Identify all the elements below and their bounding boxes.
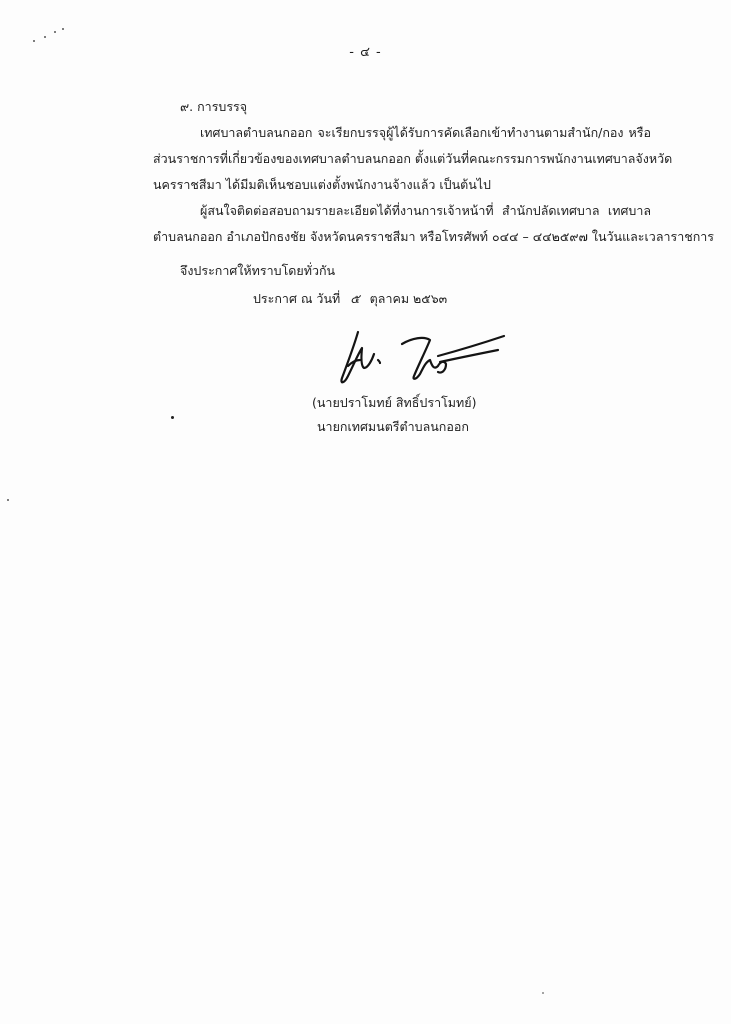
scan-speck	[54, 31, 56, 33]
scan-speck	[62, 28, 64, 30]
scan-speck	[171, 416, 174, 419]
signer-name: (นายปราโมทย์ สิทธิ์ปราโมทย์)	[312, 395, 477, 410]
paragraph1-line1: เทศบาลตำบลนกออก จะเรียกบรรจุผู้ได้รับการคัดเลือกเข้าทำงานตามสำนัก/กอง หรือ	[200, 125, 651, 140]
section-heading: ๙. การบรรจุ	[180, 99, 248, 114]
scan-speck	[7, 499, 9, 501]
date-month-year: ตุลาคม ๒๕๖๓	[369, 291, 448, 306]
paragraph2-line2: ตำบลนกออก อำเภอปักธงชัย จังหวัดนครราชสีมา หรือโทรศัพท์ ๐๔๔ – ๔๔๒๕๙๗ ในวันและเวลาราชการ	[153, 229, 715, 244]
date-line	[253, 290, 447, 308]
date-day: ๕	[350, 291, 360, 306]
announcement-text: จึงประกาศให้ทราบโดยทั่วกัน	[180, 263, 336, 278]
handwritten-signature	[328, 322, 508, 394]
signer-position: นายกเทศมนตรีตำบลนกออก	[317, 419, 469, 434]
paragraph1-line3: นครราชสีมา ได้มีมติเห็นชอบแต่งตั้งพนักงานจ้างแล้ว เป็นต้นไป	[153, 177, 491, 192]
paragraph1-line2: ส่วนราชการที่เกี่ยวข้องของเทศบาลตำบลนกออก ตั้งแต่วันที่คณะกรรมการพนักงานเทศบาลจังหวัด	[153, 151, 673, 166]
scan-speck	[542, 992, 544, 994]
page-number: - ๔ -	[349, 45, 382, 60]
date-prefix: ประกาศ ณ วันที่	[253, 291, 341, 306]
scan-speck	[44, 36, 46, 38]
paragraph2-line1: ผู้สนใจติดต่อสอบถามรายละเอียดได้ที่งานการเจ้าหน้าที่ สำนักปลัดเทศบาล เทศบาล	[200, 203, 651, 218]
